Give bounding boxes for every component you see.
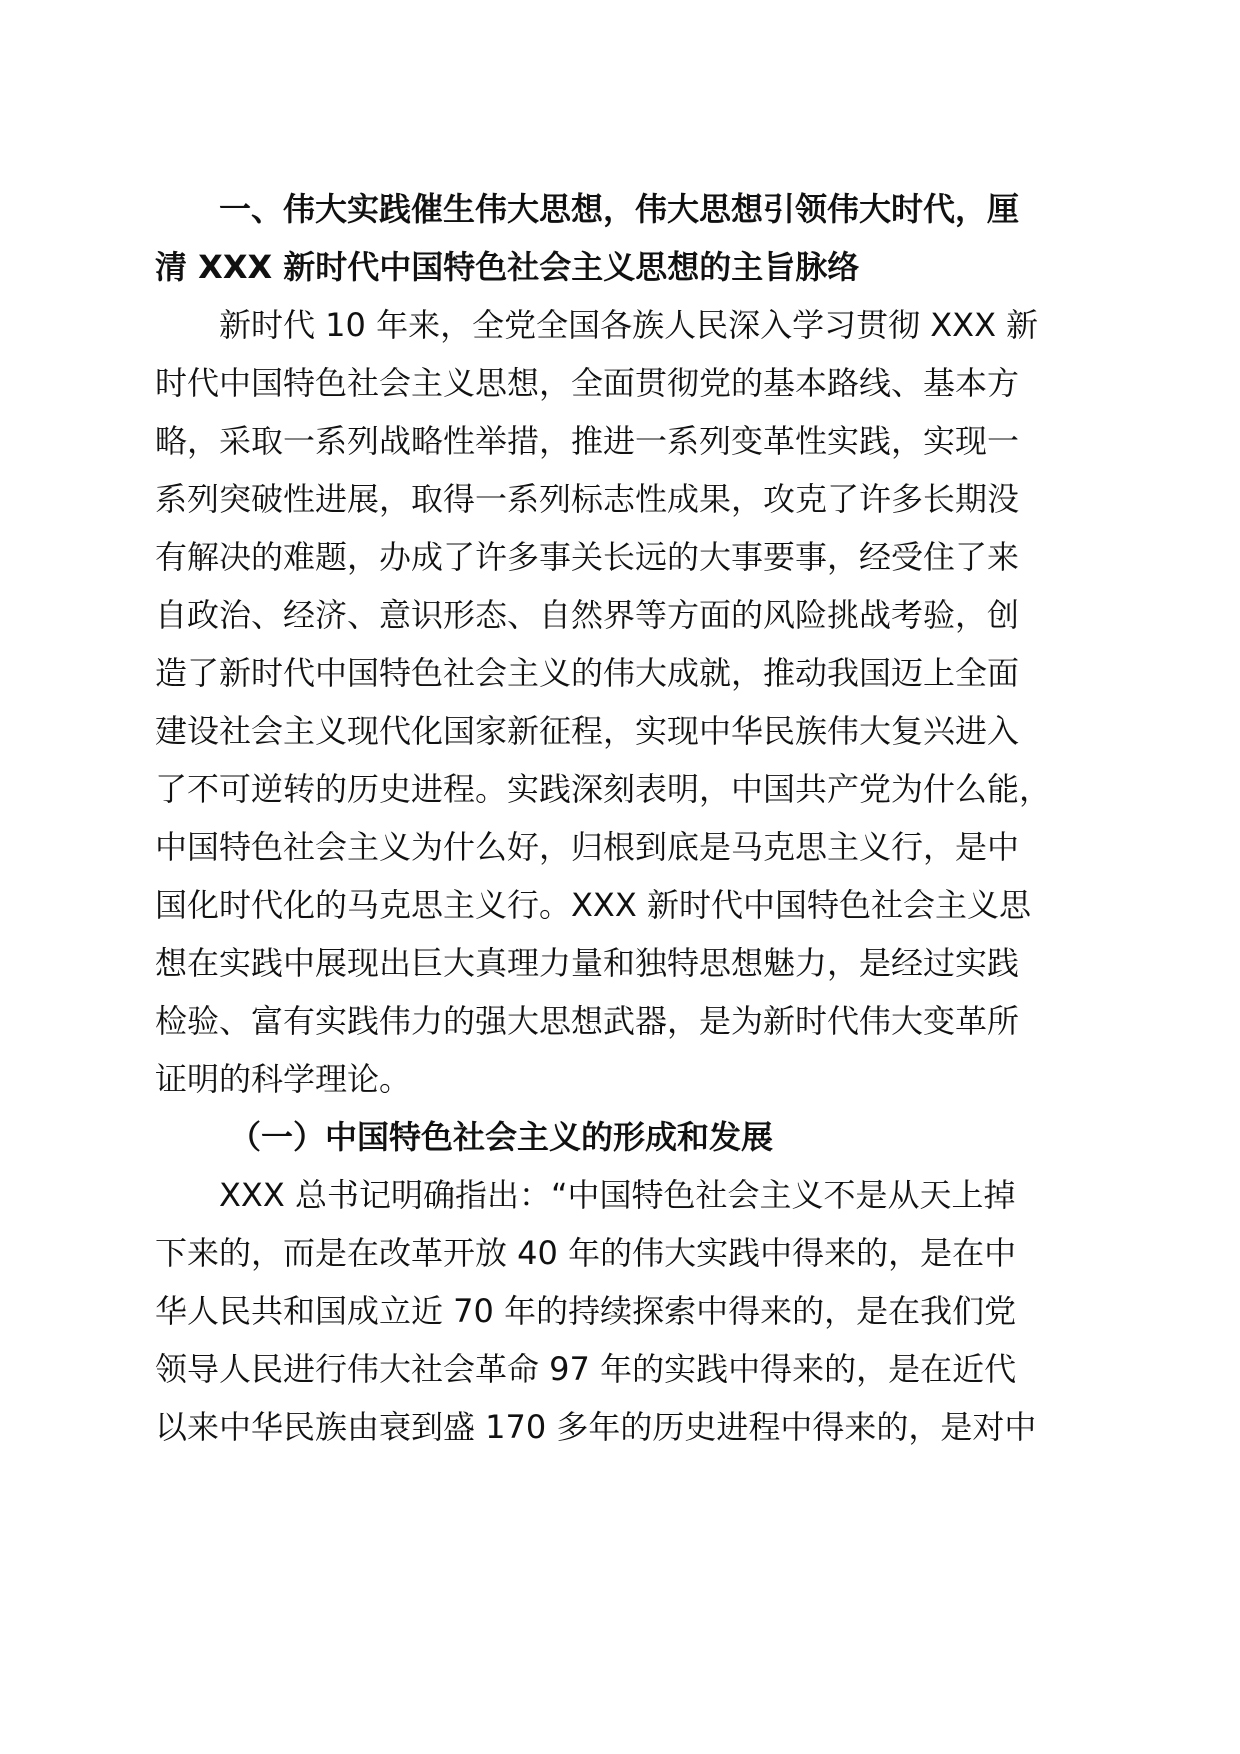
paragraph-line: 有解决的难题，办成了许多事关长远的大事要事，经受住了来	[155, 538, 1020, 576]
subsection-heading: （一）中国特色社会主义的形成和发展	[229, 1118, 774, 1156]
paragraph-line: 了不可逆转的历史进程。实践深刻表明，中国共产党为什么能，	[155, 770, 1052, 808]
paragraph-line: 领导人民进行伟大社会革命 97 年的实践中得来的，是在近代	[155, 1350, 1017, 1388]
paragraph-line: 想在实践中展现出巨大真理力量和独特思想魅力，是经过实践	[155, 944, 1020, 982]
paragraph-line: 以来中华民族由衰到盛 170 多年的历史进程中得来的，是对中	[155, 1408, 1037, 1446]
paragraph-line: 建设社会主义现代化国家新征程，实现中华民族伟大复兴进入	[155, 712, 1020, 750]
paragraph-line: 系列突破性进展，取得一系列标志性成果，攻克了许多长期没	[155, 480, 1020, 518]
paragraph-line: 造了新时代中国特色社会主义的伟大成就，推动我国迈上全面	[155, 654, 1020, 692]
paragraph-line: XXX 总书记明确指出：“中国特色社会主义不是从天上掉	[219, 1176, 1016, 1214]
paragraph-line: 时代中国特色社会主义思想，全面贯彻党的基本路线、基本方	[155, 364, 1020, 402]
paragraph-line: 略，采取一系列战略性举措，推进一系列变革性实践，实现一	[155, 422, 1020, 460]
document-body	[155, 180, 1095, 1456]
paragraph-line: 国化时代化的马克思主义行。XXX 新时代中国特色社会主义思	[155, 886, 1031, 924]
paragraph-line: 下来的，而是在改革开放 40 年的伟大实践中得来的，是在中	[155, 1234, 1017, 1272]
paragraph-line: 中国特色社会主义为什么好，归根到底是马克思主义行，是中	[155, 828, 1020, 866]
paragraph-line: 检验、富有实践伟力的强大思想武器，是为新时代伟大变革所	[155, 1002, 1020, 1040]
section-heading-line-2: 清 XXX 新时代中国特色社会主义思想的主旨脉络	[155, 248, 860, 286]
paragraph-line: 华人民共和国成立近 70 年的持续探索中得来的，是在我们党	[155, 1292, 1017, 1330]
section-heading-line-1: 一、伟大实践催生伟大思想，伟大思想引领伟大时代，厘	[219, 190, 1020, 228]
paragraph-line: 新时代 10 年来，全党全国各族人民深入学习贯彻 XXX 新	[219, 306, 1039, 344]
paragraph-line: 证明的科学理论。	[155, 1060, 412, 1098]
paragraph-line: 自政治、经济、意识形态、自然界等方面的风险挑战考验，创	[155, 596, 1020, 634]
